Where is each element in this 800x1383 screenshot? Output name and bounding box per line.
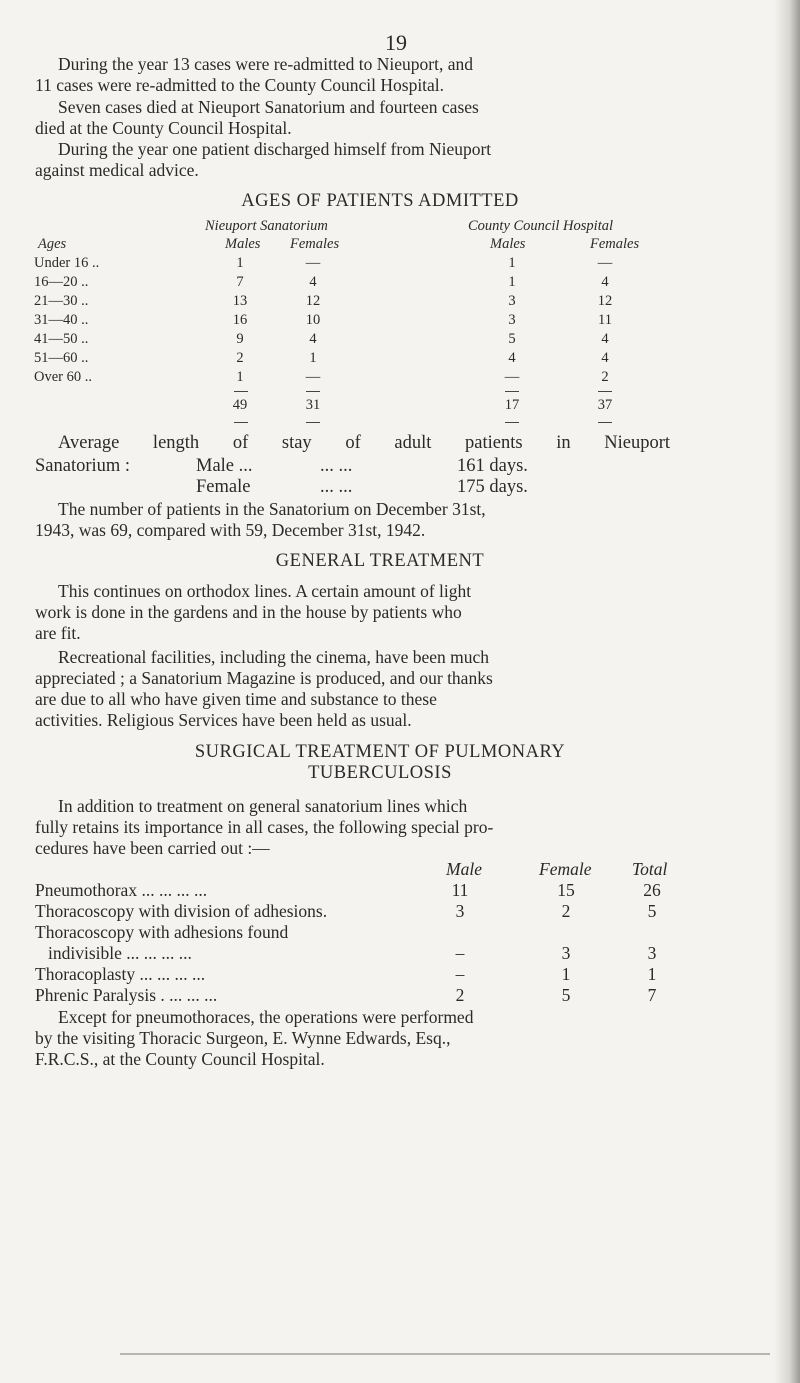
- proc-total: 7: [647, 985, 657, 1005]
- proc-female: 15: [557, 880, 575, 900]
- cell-nieuport-males: 1: [236, 369, 244, 385]
- cell-nieuport-females: 4: [309, 331, 317, 347]
- total-nieuport-females: 31: [305, 397, 321, 413]
- age-column-header: Ages: [38, 236, 67, 252]
- proc-female: 5: [561, 985, 571, 1005]
- cell-county-males: 3: [508, 293, 516, 309]
- cell-nieuport-females: 10: [305, 312, 321, 328]
- proc-total: 5: [647, 901, 657, 921]
- male-stay-label: Male ...: [196, 456, 253, 476]
- closing-line-3: F.R.C.S., at the County Council Hospital.: [35, 1049, 325, 1069]
- proc-label: indivisible ... ... ... ...: [48, 943, 192, 963]
- intro-line-1: During the year 13 cases were re-admitted to Nieuport, and: [58, 54, 473, 74]
- intro-line-4: died at the County Council Hospital.: [35, 118, 292, 138]
- general-line-3: are fit.: [35, 623, 81, 643]
- cell-nieuport-females: —: [305, 255, 321, 271]
- surgical-heading-line-1: SURGICAL TREATMENT OF PULMONARY: [194, 742, 566, 762]
- cell-nieuport-males: 1: [236, 255, 244, 271]
- col-header-county-males: Males: [490, 236, 526, 252]
- age-label: 21—30 ..: [34, 293, 89, 309]
- proc-label: Thoracoplasty ... ... ... ...: [35, 964, 206, 984]
- col-header-county-females: Females: [590, 236, 640, 252]
- group-header-nieuport: Nieuport Sanatorium: [205, 218, 328, 234]
- age-label: 41—50 ..: [34, 331, 89, 347]
- cell-nieuport-males: 9: [236, 331, 244, 347]
- total-rule: [598, 391, 612, 392]
- total-underline: [505, 422, 519, 423]
- proc-male: 3: [455, 901, 465, 921]
- cell-nieuport-females: 4: [309, 274, 317, 290]
- cell-county-females: 11: [598, 312, 612, 328]
- total-underline: [234, 422, 248, 423]
- total-underline: [598, 422, 612, 423]
- proc-total: 26: [643, 880, 661, 900]
- cell-county-males: 5: [508, 331, 516, 347]
- proc-male: –: [455, 943, 465, 963]
- female-stay-value: 175 days.: [457, 477, 528, 497]
- female-stay-label: Female: [196, 477, 251, 497]
- age-label: 31—40 ..: [34, 312, 89, 328]
- cell-county-males: 4: [508, 350, 516, 366]
- age-label: Under 16 ..: [34, 255, 100, 271]
- intro-line-3: Seven cases died at Nieuport Sanatorium and fourteen cases: [58, 97, 479, 117]
- closing-line-1: Except for pneumothoraces, the operations were performed: [58, 1007, 474, 1027]
- cell-county-females: 4: [601, 274, 609, 290]
- cell-county-males: —: [504, 369, 520, 385]
- general-line-7: activities. Religious Services have been held as usual.: [35, 710, 412, 730]
- total-rule: [306, 391, 320, 392]
- patients-count-line-2: 1943, was 69, compared with 59, December 31st, 1942.: [35, 520, 426, 540]
- proc-female: 2: [561, 901, 571, 921]
- average-stay-lead: Sanatorium :: [35, 456, 131, 476]
- total-nieuport-males: 49: [232, 397, 248, 413]
- proc-female: 1: [561, 964, 571, 984]
- patients-count-line-1: The number of patients in the Sanatorium on December 31st,: [58, 499, 486, 519]
- intro-line-2: 11 cases were re-admitted to the County Council Hospital.: [35, 75, 445, 95]
- proc-total: 1: [647, 964, 657, 984]
- general-treatment-heading: GENERAL TREATMENT: [275, 551, 485, 571]
- cell-county-females: 12: [597, 293, 613, 309]
- proc-total: 3: [647, 943, 657, 963]
- surgical-line-3: cedures have been carried out :—: [35, 838, 270, 858]
- age-label: 51—60 ..: [34, 350, 89, 366]
- cell-nieuport-males: 7: [236, 274, 244, 290]
- cell-county-males: 1: [508, 274, 516, 290]
- male-stay-value: 161 days.: [457, 456, 528, 476]
- proc-header-male: Male: [446, 859, 482, 879]
- proc-header-female: Female: [539, 859, 592, 879]
- proc-label: Thoracoscopy with adhesions found: [35, 922, 289, 942]
- proc-male: 11: [451, 880, 469, 900]
- proc-male: 2: [455, 985, 465, 1005]
- total-county-males: 17: [504, 397, 520, 413]
- ages-heading: AGES OF PATIENTS ADMITTED: [241, 191, 519, 211]
- cell-nieuport-females: 12: [305, 293, 321, 309]
- surgical-line-2: fully retains its importance in all cases, the following special pro-: [35, 817, 494, 837]
- total-rule: [234, 391, 248, 392]
- general-line-1: This continues on orthodox lines. A certain amount of light: [58, 581, 472, 601]
- cell-nieuport-females: —: [305, 369, 321, 385]
- proc-female: 3: [561, 943, 571, 963]
- cell-nieuport-males: 16: [232, 312, 248, 328]
- cell-nieuport-males: 13: [232, 293, 248, 309]
- surgical-heading-line-2: TUBERCULOSIS: [308, 763, 452, 783]
- page-number: 19: [385, 30, 407, 55]
- proc-label: Thoracoscopy with division of adhesions.: [35, 901, 328, 921]
- age-label: Over 60 ..: [34, 369, 92, 385]
- general-line-5: appreciated ; a Sanatorium Magazine is produced, and our thanks: [35, 668, 493, 688]
- proc-label: Pneumothorax ... ... ... ...: [35, 880, 208, 900]
- intro-line-5: During the year one patient discharged himself from Nieuport: [58, 139, 492, 159]
- proc-header-total: Total: [632, 859, 668, 879]
- cell-county-males: 3: [508, 312, 516, 328]
- female-stay-dots: ... ...: [320, 477, 353, 497]
- general-line-6: are due to all who have given time and substance to these: [35, 689, 437, 709]
- total-county-females: 37: [597, 397, 613, 413]
- age-label: 16—20 ..: [34, 274, 89, 290]
- group-header-county: County Council Hospital: [468, 218, 613, 234]
- surgical-line-1: In addition to treatment on general sanatorium lines which: [58, 796, 468, 816]
- total-underline: [306, 422, 320, 423]
- col-header-nieuport-males: Males: [225, 236, 261, 252]
- cell-county-males: 1: [508, 255, 516, 271]
- intro-line-6: against medical advice.: [35, 160, 199, 180]
- average-stay-line: Average length of stay of adult patients in Nieuport: [58, 433, 670, 453]
- col-header-nieuport-females: Females: [290, 236, 340, 252]
- cell-county-females: —: [597, 255, 613, 271]
- cell-county-females: 2: [601, 369, 609, 385]
- cell-nieuport-males: 2: [236, 350, 244, 366]
- total-rule: [505, 391, 519, 392]
- general-line-4: Recreational facilities, including the cinema, have been much: [58, 647, 490, 667]
- cell-county-females: 4: [601, 350, 609, 366]
- male-stay-dots: ... ...: [320, 456, 353, 476]
- closing-line-2: by the visiting Thoracic Surgeon, E. Wynne Edwards, Esq.,: [35, 1028, 451, 1048]
- cell-nieuport-females: 1: [309, 350, 317, 366]
- proc-male: –: [455, 964, 465, 984]
- general-line-2: work is done in the gardens and in the house by patients who: [35, 602, 462, 622]
- cell-county-females: 4: [601, 331, 609, 347]
- proc-label: Phrenic Paralysis . ... ... ...: [35, 985, 218, 1005]
